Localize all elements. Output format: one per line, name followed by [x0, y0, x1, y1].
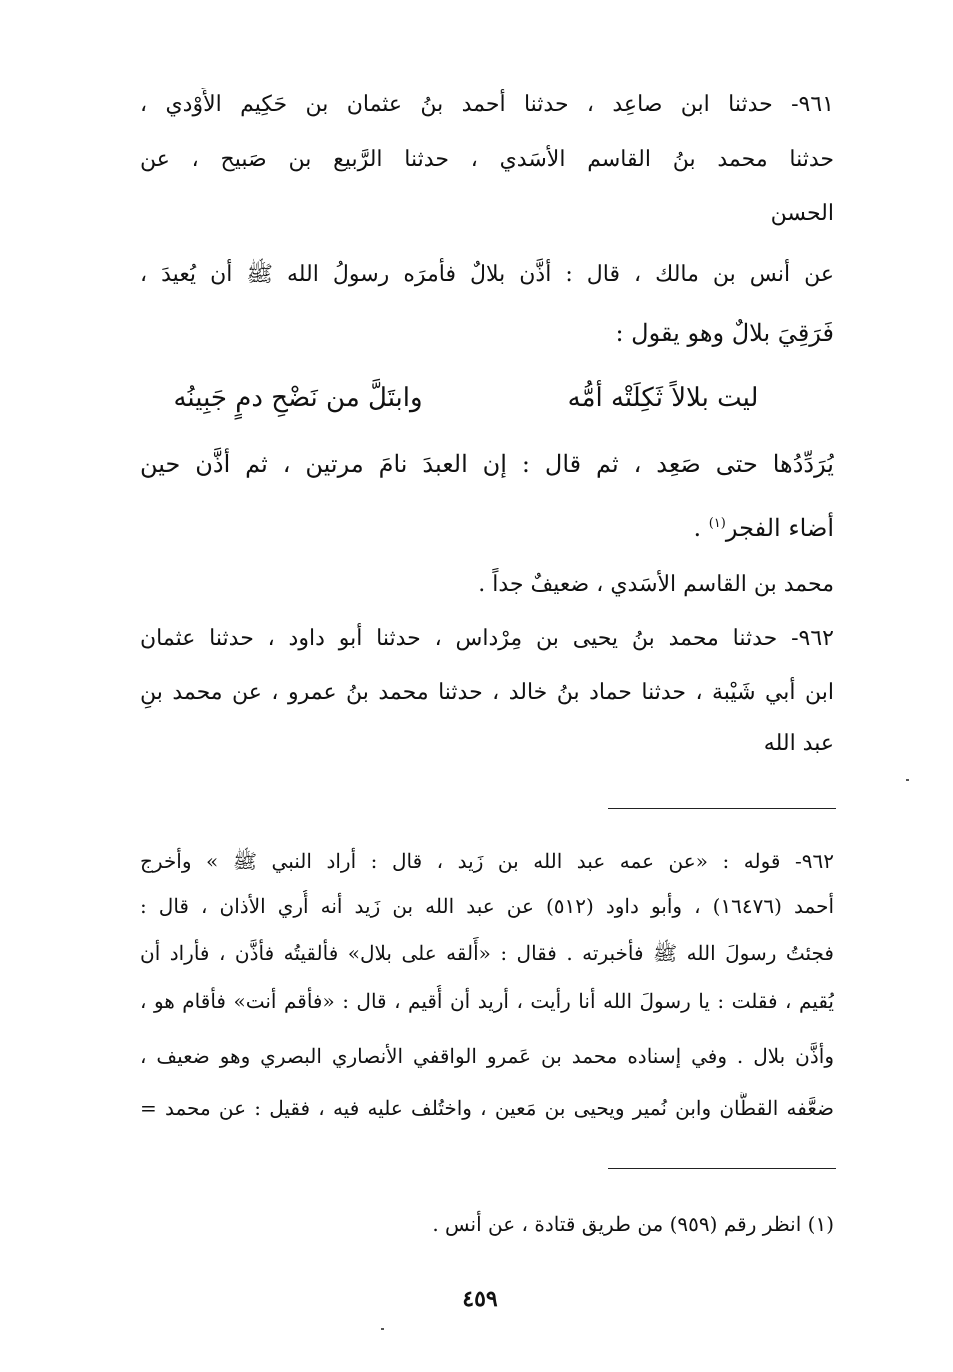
commentary-line-1: ٩٦٢- قوله : «عن عمه عبد الله بن زَيد ، قال : أراد النبي ﷺ » وأخرج	[140, 849, 834, 873]
commentary-line-5: وأذَّن بلال . وفي إسناده محمد بن عَمرو الواقفي الأنصاري البصري وهو ضعيف ،	[140, 1044, 834, 1068]
commentary-line-6: ضعَّفه القطَّان وابن نُمير ويحيى بن مَعين ، واختُلف عليه فيه ، فقيل : عن محمد =	[140, 1096, 834, 1120]
grading-note: محمد بن القاسم الأسَدي ، ضعيفٌ جداً .	[478, 572, 834, 597]
hadith-962-line-2: ابن أبي شَيْبة ، حدثنا حماد بنُ خالد ، حدثنا محمد بنُ عمرو ، عن محمد بنِ	[140, 680, 834, 705]
scan-speck	[906, 779, 909, 781]
line-7-end: .	[693, 514, 709, 542]
commentary-separator	[608, 808, 836, 809]
verse-hemistich-first: ليت بلالاً ثَكِلَتْه أمُّه	[567, 383, 759, 413]
page-number: ٤٥٩	[462, 1286, 498, 1312]
hadith-961-line-4: عن أنس بن مالك ، قال : أذَّن بلالٌ فأمرَه رسولُ الله ﷺ أن يُعيدَ ،	[140, 262, 834, 287]
hadith-961-line-3: الحسن	[770, 201, 834, 226]
commentary-line-4: يُقيم ، فقلت : يا رسولَ الله أنا رأيت ، أريد أن أُقيم ، قال : «فأقم أنت» فأقام هو ،	[140, 989, 834, 1013]
line-7-text: أضاء الفجر	[725, 514, 834, 542]
hadith-961-line-6: يُرَدِّدُها حتى صَعِد ، ثم قال : إن العبدَ نامَ مرتين ، ثم أذَّن حين	[140, 450, 834, 478]
footnote-reference[interactable]: (١)	[708, 516, 726, 531]
hadith-962-line-1: ٩٦٢- حدثنا محمد بنُ يحيى بن مِرْداس ، حدثنا أبو داود ، حدثنا عثمان	[140, 626, 834, 651]
hadith-961-line-5: فَرَقِيَ بلالٌ وهو يقول :	[615, 319, 834, 347]
scan-speck	[381, 1328, 384, 1330]
hadith-961-line-1: ٩٦١- حدثنا ابن صاعِد ، حدثنا أحمد بنُ عثمان بن حَكِيم الأَوْدي ،	[140, 92, 834, 117]
commentary-line-2: أحمد (١٦٤٧٦) ، وأبو داود (٥١٢) عن عبد الله بن زَيد أنه أُري الأذان ، قال :	[140, 894, 834, 918]
hadith-962-line-3: عبد الله	[763, 731, 834, 756]
verse-hemistich-second: وابتَلَّ من نَضْحِ دمٍ جَبِينُه	[173, 383, 423, 413]
hadith-961-line-2: حدثنا محمد بنُ القاسم الأسَدي ، حدثنا الرَّبيع بن صَبيح ، عن	[140, 147, 834, 172]
footnote-separator	[608, 1168, 836, 1169]
commentary-line-3: فجئتُ رسولَ الله ﷺ فأخبرته . فقال : «أَلقه على بلال» فألقيتُه فأذَّن ، فأراد أن	[140, 941, 834, 965]
hadith-961-line-7	[140, 507, 834, 545]
footnote-1: (١) انظر رقم (٩٥٩) من طريق قتادة ، عن أنس .	[432, 1212, 834, 1236]
